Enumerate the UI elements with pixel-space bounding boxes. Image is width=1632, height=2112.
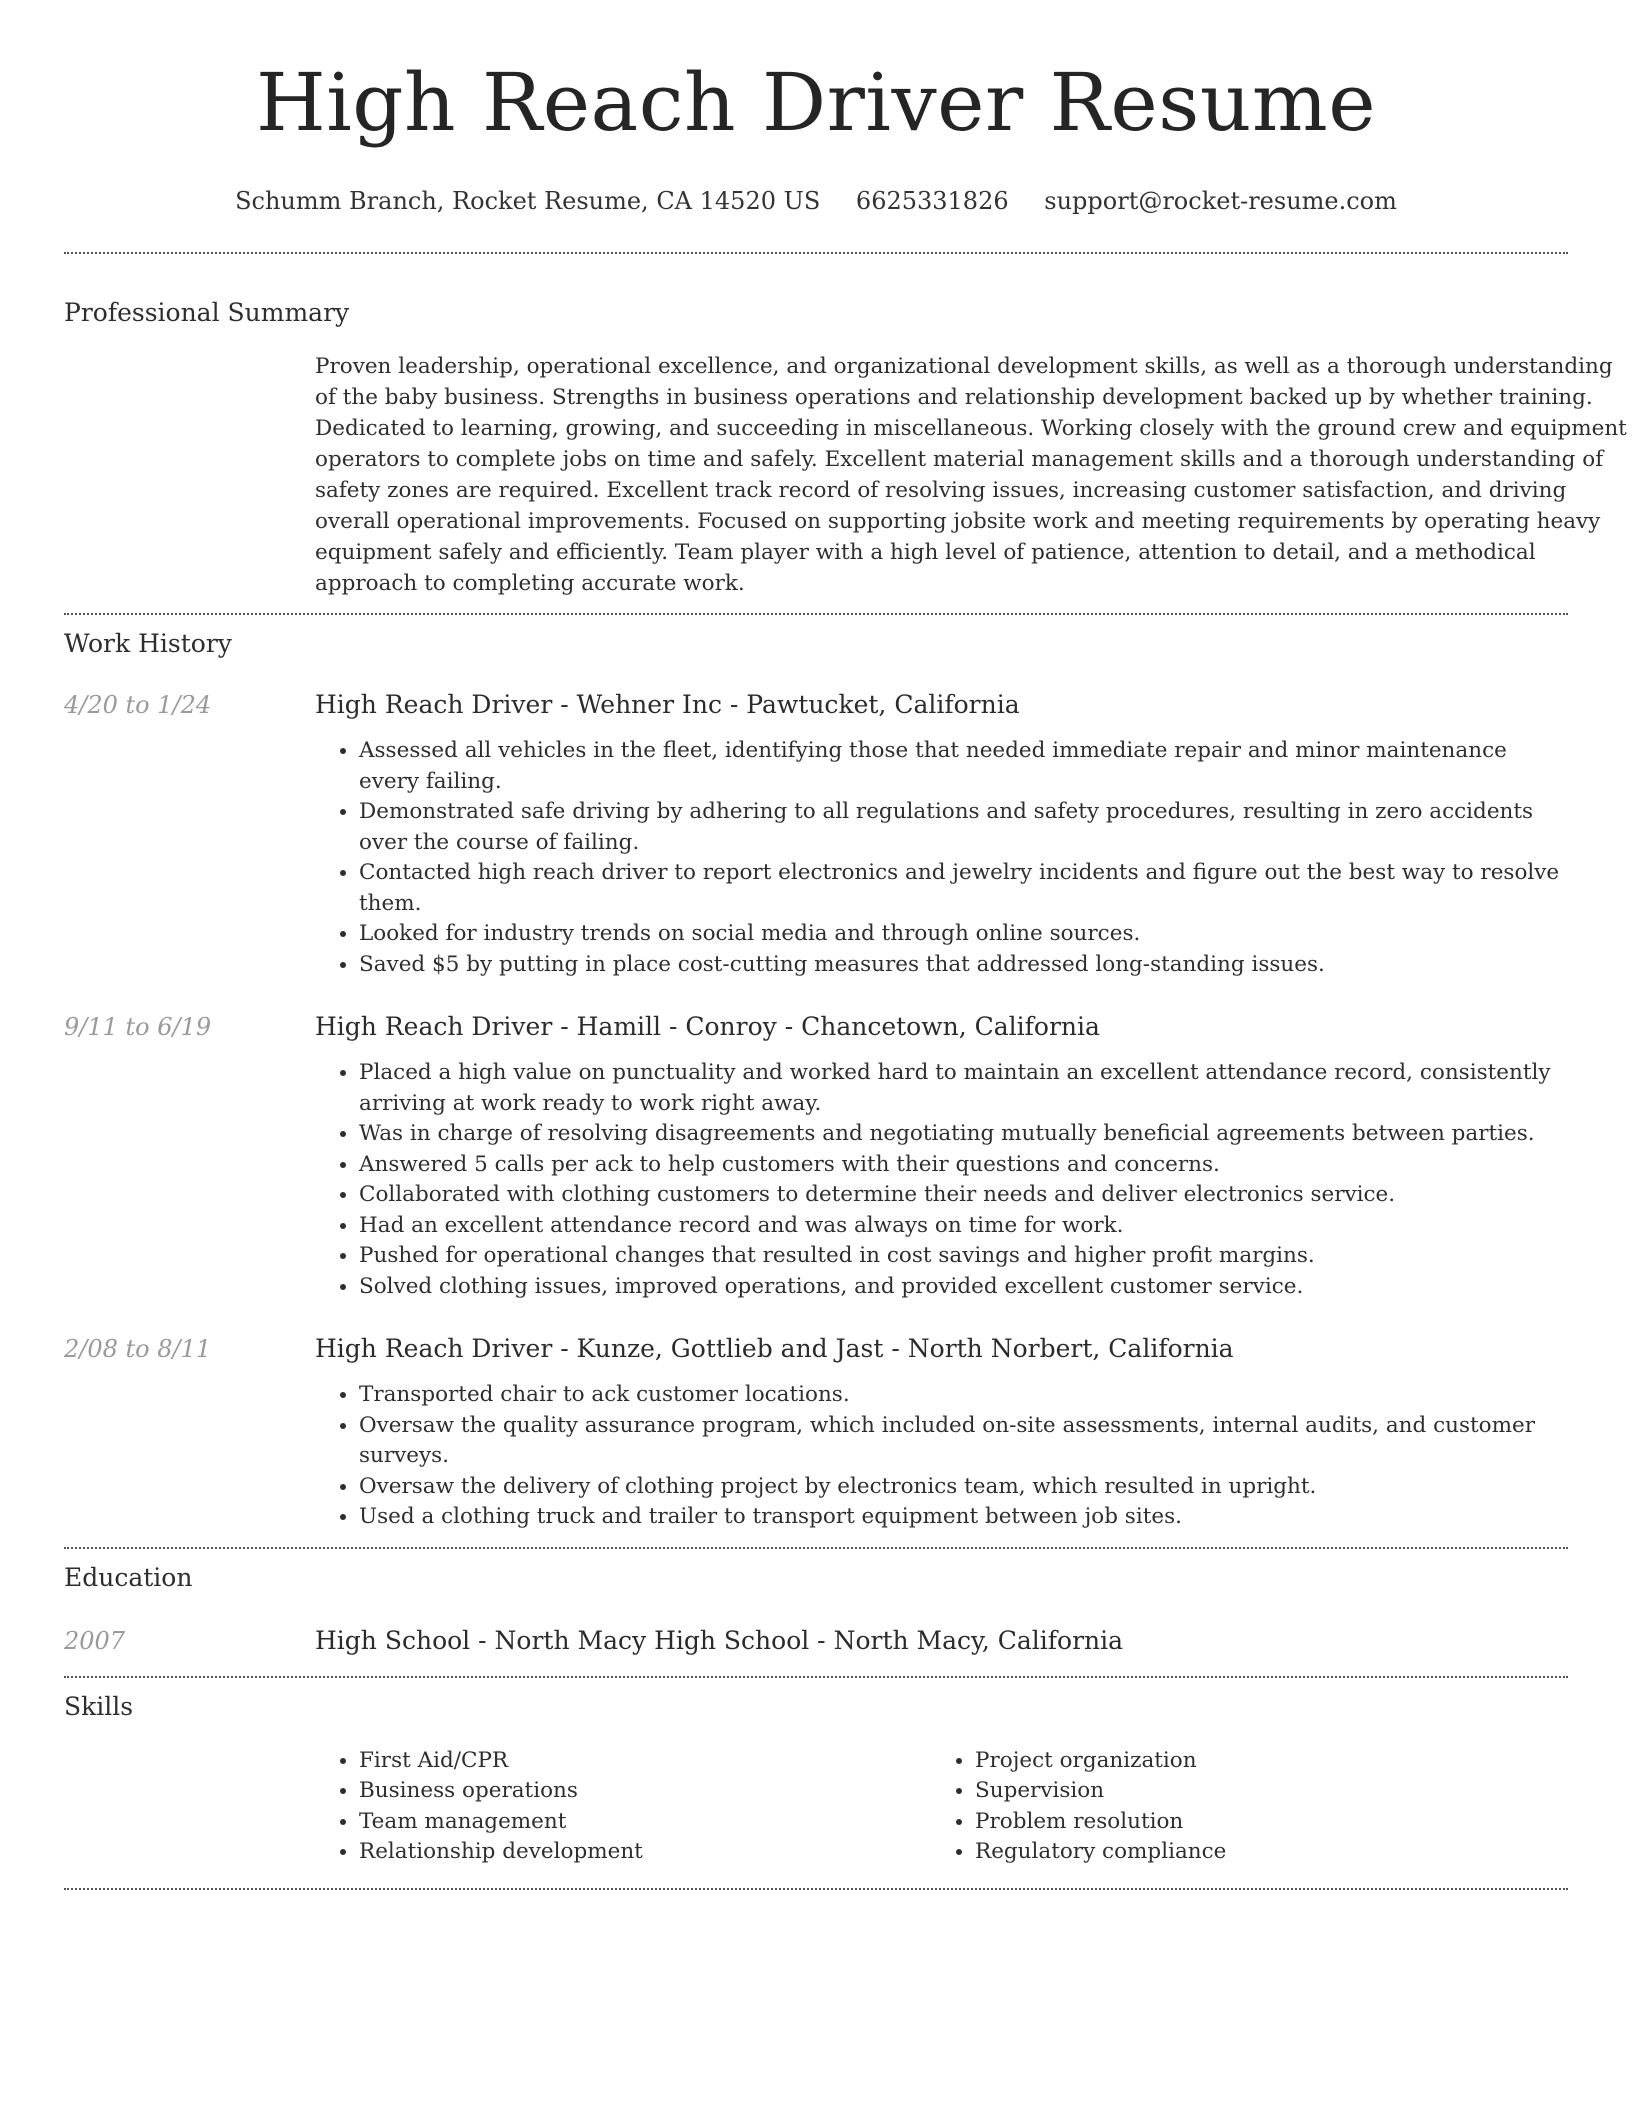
skills-section (64, 1678, 1568, 1888)
job-bullet: • Oversaw the delivery of clothing project by electronics team, which resulted in upright. (359, 1472, 1568, 1503)
job-bullet: • Demonstrated safe driving by adhering to all regulations and safety procedures, resulting in zero accidents over the course of failing. (359, 797, 1568, 858)
job-bullet: • Transported chair to ack customer locations. (359, 1380, 1568, 1411)
contact-address: Schumm Branch, Rocket Resume, CA 14520 US (235, 187, 821, 215)
work-history-heading: Work History (64, 629, 232, 658)
job-bullet: • Saved $5 by putting in place cost-cutting measures that addressed long-standing issues. (359, 950, 1568, 981)
contact-email: support@rocket-resume.com (1044, 187, 1397, 215)
divider (64, 1888, 1568, 1890)
job-dates: 4/20 to 1/24 (64, 691, 212, 719)
job-entry (64, 1010, 1568, 1302)
job-dates: 9/11 to 6/19 (64, 1013, 212, 1041)
education-year: 2007 (64, 1626, 126, 1655)
job-bullet: • Looked for industry trends on social media and through online sources. (359, 919, 1568, 950)
work-history-section (64, 615, 1568, 1547)
contact-line (64, 184, 1568, 218)
job-bullet: • Assessed all vehicles in the fleet, identifying those that needed immediate repair and minor maintenance every failing. (359, 736, 1568, 797)
job-dates: 2/08 to 8/11 (64, 1335, 212, 1363)
job-bullet: • Answered 5 calls per ack to help customers with their questions and concerns. (359, 1150, 1568, 1181)
education-heading: Education (64, 1562, 193, 1592)
skill-item: • Regulatory compliance (975, 1837, 1547, 1868)
skill-item: • Relationship development (359, 1837, 931, 1868)
job-title: High Reach Driver - Hamill - Conroy - Chancetown, California (315, 1012, 1100, 1041)
job-bullets (315, 736, 1568, 980)
job-title: High Reach Driver - Kunze, Gottlieb and Jast - North Norbert, California (315, 1334, 1234, 1363)
summary-heading: Professional Summary (64, 298, 350, 327)
skill-item: • Team management (359, 1807, 931, 1838)
job-bullet: • Collaborated with clothing customers to determine their needs and deliver electronics service. (359, 1180, 1568, 1211)
education-section (64, 1549, 1568, 1676)
job-bullet: • Pushed for operational changes that resulted in cost savings and higher profit margins. (359, 1241, 1568, 1272)
skills-heading: Skills (64, 1691, 134, 1721)
education-entry: High School - North Macy High School - North Macy, California (315, 1625, 1124, 1655)
skill-item: • Supervision (975, 1776, 1547, 1807)
job-bullet: • Used a clothing truck and trailer to transport equipment between job sites. (359, 1502, 1568, 1533)
job-bullets (315, 1380, 1568, 1533)
job-entry (64, 688, 1568, 980)
job-bullet: • Oversaw the quality assurance program, which included on-site assessments, internal audits, and customer surveys. (359, 1411, 1568, 1472)
job-bullet: • Placed a high value on punctuality and worked hard to maintain an excellent attendance record, consistently arriving at work ready to work right away. (359, 1058, 1568, 1119)
skill-item: • Business operations (359, 1776, 931, 1807)
summary-text: Proven leadership, operational excellence, and organizational development skills, as well as a thorough understanding of the baby business. Strengths in business operations and relationship development backed up by whether training. Dedicated to learning, growing, and succeeding in miscellaneous. Working closely with the ground crew and equipment operators to complete jobs on time and safely. Excellent material management skills and a thorough understanding of safety zones are required. Excellent track record of resolving issues, increasing customer satisfaction, and driving overall operational improvements. Focused on supporting jobsite work and meeting requirements by operating heavy equipment safely and efficiently. Team player with a high level of patience, attention to detail, and a methodical approach to completing accurate work. (315, 354, 1627, 596)
skill-item: • Problem resolution (975, 1807, 1547, 1838)
job-bullet: • Was in charge of resolving disagreements and negotiating mutually beneficial agreements between parties. (359, 1119, 1568, 1150)
skills-list-right (931, 1746, 1547, 1868)
job-bullet: • Had an excellent attendance record and was always on time for work. (359, 1211, 1568, 1242)
skill-item: • First Aid/CPR (359, 1746, 931, 1777)
resume-title: High Reach Driver Resume (255, 56, 1377, 149)
job-bullet: • Solved clothing issues, improved operations, and provided excellent customer service. (359, 1272, 1568, 1303)
job-title: High Reach Driver - Wehner Inc - Pawtucket, California (315, 690, 1020, 719)
job-bullets (315, 1058, 1568, 1302)
skill-item: • Project organization (975, 1746, 1547, 1777)
summary-section (64, 254, 1627, 613)
contact-phone: 6625331826 (855, 187, 1009, 215)
job-entry (64, 1332, 1568, 1533)
skills-list-left (315, 1746, 931, 1868)
job-bullet: • Contacted high reach driver to report electronics and jewelry incidents and figure out the best way to resolve them. (359, 858, 1568, 919)
